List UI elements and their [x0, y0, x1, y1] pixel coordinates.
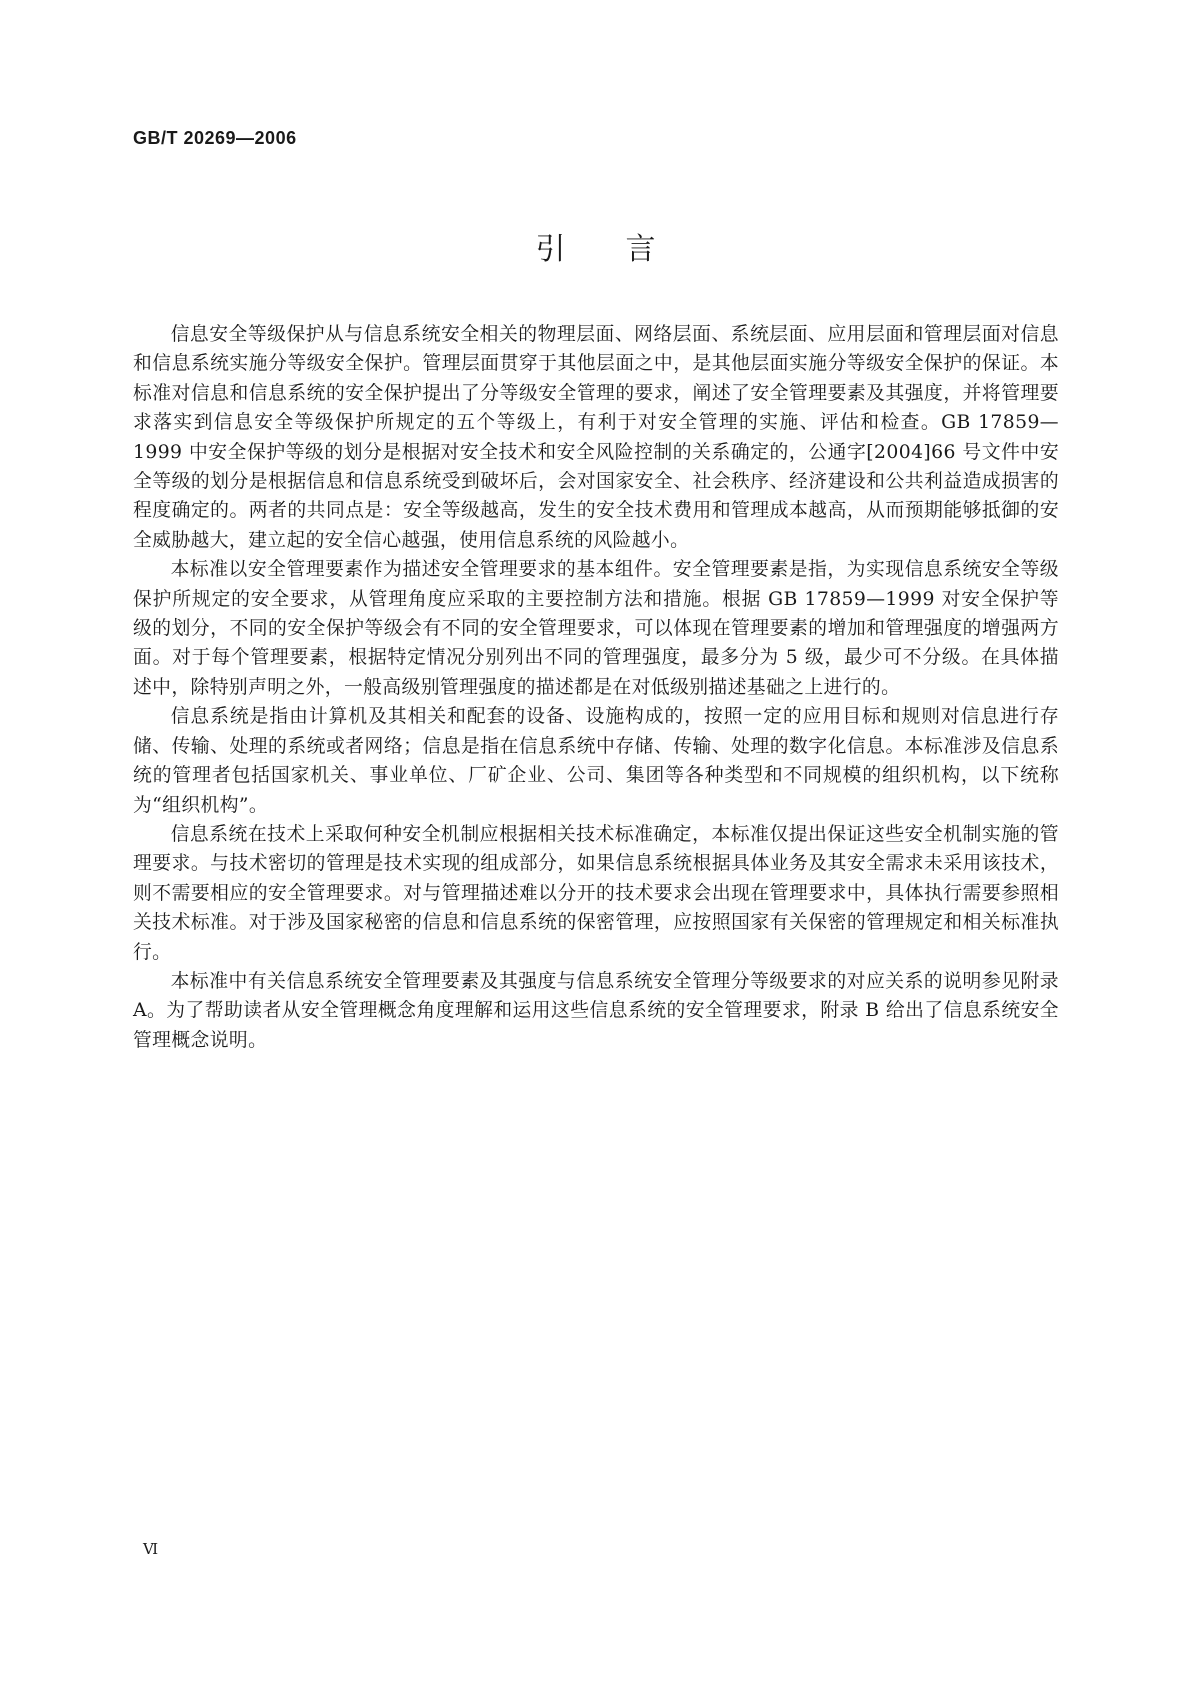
paragraph-3: 信息系统是指由计算机及其相关和配套的设备、设施构成的，按照一定的应用目标和规则对信息进行存储、传输、处理的系统或者网络；信息是指在信息系统中存储、传输、处理的数字化信息。本标准涉及信息系统的管理者包括国家机关、事业单位、厂矿企业、公司、集团等各种类型和不同规模的组织机构，以下统称为“组织机构”。	[133, 706, 1059, 816]
paragraph-1: 信息安全等级保护从与信息系统安全相关的物理层面、网络层面、系统层面、应用层面和管理层面对信息和信息系统实施分等级安全保护。管理层面贯穿于其他层面之中，是其他层面实施分等级安全保护的保证。本标准对信息和信息系统的安全保护提出了分等级安全管理的要求，阐述了安全管理要素及其强度，并将管理要求落实到信息安全等级保护所规定的五个等级上，有利于对安全管理的实施、评估和检查。GB 17859—1999 中安全保护等级的划分是根据对安全技术和安全风险控制的关系确定的，公通字[2004]66 号文件中安全等级的划分是根据信息和信息系统受到破坏后，会对国家安全、社会秩序、经济建设和公共利益造成损害的程度确定的。两者的共同点是：安全等级越高，发生的安全技术费用和管理成本越高，从而预期能够抵御的安全威胁越大，建立起的安全信心越强，使用信息系统的风险越小。	[133, 324, 1059, 551]
paragraph-4: 信息系统在技术上采取何种安全机制应根据相关技术标准确定，本标准仅提出保证这些安全机制实施的管理要求。与技术密切的管理是技术实现的组成部分，如果信息系统根据具体业务及其安全需求未采用该技术，则不需要相应的安全管理要求。对与管理描述难以分开的技术要求会出现在管理要求中，具体执行需要参照相关技术标准。对于涉及国家秘密的信息和信息系统的保密管理，应按照国家有关保密的管理规定和相关标准执行。	[133, 823, 1059, 963]
paragraph-5: 本标准中有关信息系统安全管理要素及其强度与信息系统安全管理分等级要求的对应关系的说明参见附录 A。为了帮助读者从安全管理概念角度理解和运用这些信息系统的安全管理要求，附录 B 给出了信息系统安全管理概念说明。	[133, 970, 1059, 1051]
standard-number: GB/T 20269—2006	[133, 128, 297, 148]
introduction-body	[133, 320, 1059, 1055]
page-title: 引 言	[535, 232, 656, 267]
page-number: Ⅵ	[143, 1542, 159, 1558]
paragraph-2: 本标准以安全管理要素作为描述安全管理要求的基本组件。安全管理要素是指，为实现信息系统安全等级保护所规定的安全要求，从管理角度应采取的主要控制方法和措施。根据 GB 17859—1999 对安全保护等级的划分，不同的安全保护等级会有不同的安全管理要求，可以体现在管理要素的增加和管理强度的增强两方面。对于每个管理要素，根据特定情况分别列出不同的管理强度，最多分为 5 级，最少可不分级。在具体描述中，除特别声明之外，一般高级别管理强度的描述都是在对低级别描述基础之上进行的。	[133, 559, 1059, 698]
